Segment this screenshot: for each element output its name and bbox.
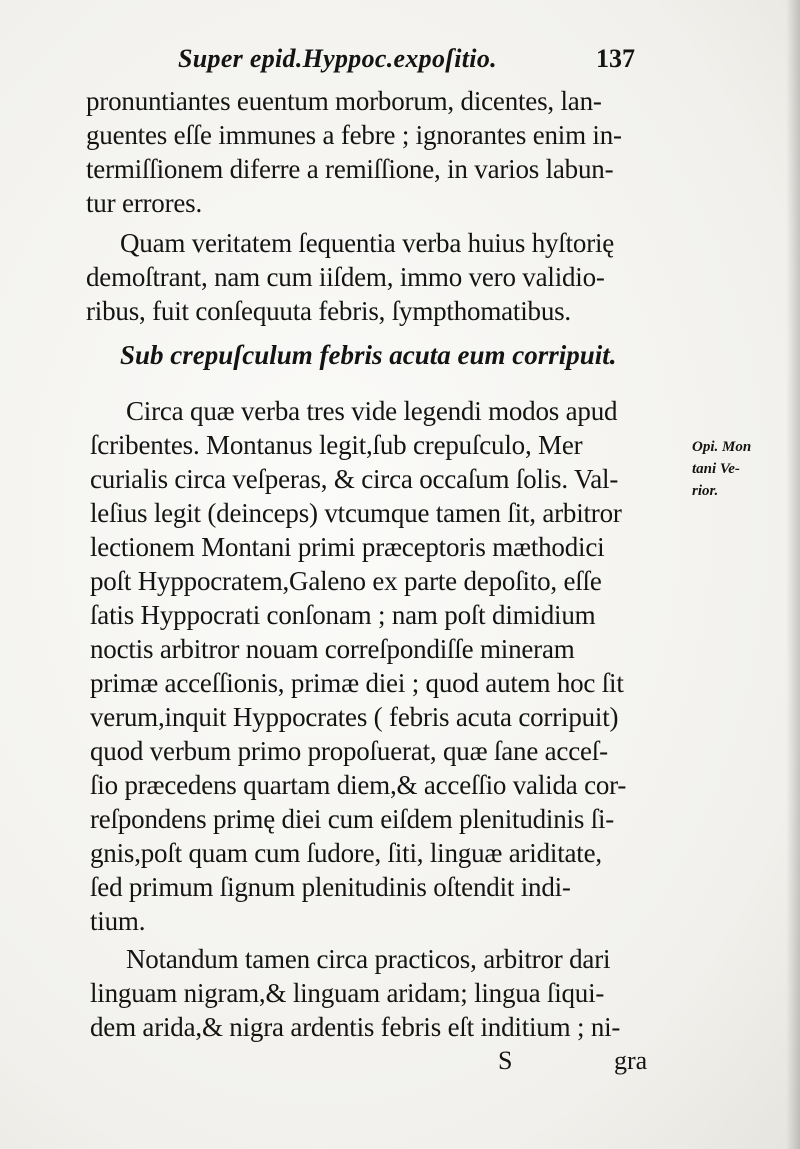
page-header [178, 44, 658, 84]
text-line: ſatis Hyppocrati conſonam ; nam poſt dimidium [90, 600, 596, 630]
text-line: tur errores. [86, 188, 203, 218]
text-line: primæ acceſſionis, primæ diei ; quod autem hoc ſit [90, 668, 624, 698]
running-title: Super epid.Hyppoc.expoſitio. [178, 44, 497, 73]
marginal-note-line: Opi. Mon [692, 439, 752, 455]
catchword: gra [614, 1046, 648, 1075]
marginal-note-line: rior. [692, 483, 719, 499]
text-line: reſpondens primę diei cum eiſdem plenitudinis ſi- [90, 804, 615, 834]
text-line: ſcribentes. Montanus legit,ſub crepuſculo, Mer [90, 430, 583, 460]
text-line: verum,inquit Hyppocrates ( febris acuta corripuit) [90, 702, 619, 732]
text-line: Circa quæ verba tres vide legendi modos apud [126, 396, 618, 426]
text-line: lectionem Montani primi præceptoris mæthodici [90, 532, 605, 562]
text-line: pronuntiantes euentum morborum, dicentes, lan- [86, 86, 602, 116]
text-line: guentes eſſe immunes a febre ; ignorantes enim in- [86, 120, 622, 150]
text-line: linguam nigram,& linguam aridam; lingua ſiqui- [90, 978, 605, 1008]
text-line: tium. [90, 906, 146, 936]
text-line: Notandum tamen circa practicos, arbitror dari [126, 944, 611, 974]
signature-mark: S [498, 1046, 513, 1075]
marginal-note [692, 436, 792, 502]
text-line: ſed primum ſignum plenitudinis oſtendit indi- [90, 872, 571, 902]
page-edge-shadow [786, 0, 800, 1149]
marginal-note-line: tani Ve- [692, 461, 740, 477]
text-line: poſt Hyppocratem,Galeno ex parte depoſito, eſſe [90, 566, 602, 596]
text-line: curialis circa veſperas, & circa occaſum ſolis. Val- [90, 464, 619, 494]
text-line: Quam veritatem ſequentia verba huius hyſtorię [120, 228, 615, 258]
text-line: noctis arbitror nouam correſpondiſſe mineram [90, 634, 575, 664]
text-line: gnis,poſt quam cum ſudore, ſiti, linguæ ariditate, [90, 838, 602, 868]
text-line: ribus, fuit conſequuta febris, ſympthomatibus. [86, 296, 571, 326]
text-line: dem arida,& nigra ardentis febris eſt inditium ; ni- [90, 1012, 621, 1042]
page-number: 137 [596, 44, 635, 73]
section-heading: Sub crepuſculum febris acuta eum corripuit. [120, 340, 617, 370]
text-line: leſius legit (deinceps) vtcumque tamen ſit, arbitror [90, 498, 622, 528]
text-line: ſio præcedens quartam diem,& acceſſio valida cor- [90, 770, 627, 800]
text-line: termiſſionem diferre a remiſſione, in varios labun- [86, 154, 614, 184]
text-line: demoſtrant, nam cum iiſdem, immo vero validio- [86, 262, 605, 292]
text-line: quod verbum primo propoſuerat, quæ ſane acceſ- [90, 736, 608, 766]
